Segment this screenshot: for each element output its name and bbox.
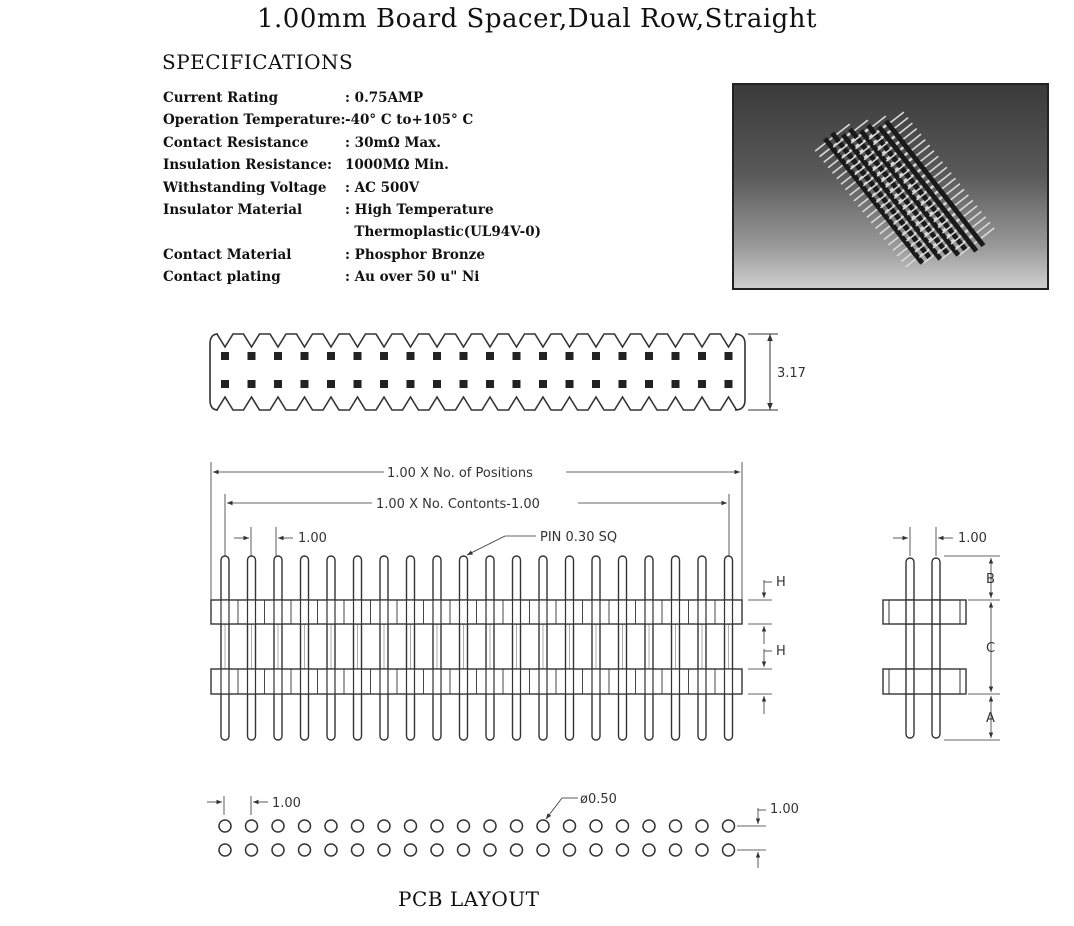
pin-in-body xyxy=(592,669,600,694)
contact-square xyxy=(539,352,547,360)
spec-value: : Phosphor Bronze xyxy=(345,246,485,263)
contact-square xyxy=(327,380,335,388)
pcb-hole xyxy=(299,844,311,856)
pin-in-body xyxy=(672,669,680,694)
contact-square xyxy=(619,352,627,360)
contact-square xyxy=(645,380,653,388)
pcb-layout-caption: PCB LAYOUT xyxy=(398,887,540,911)
contact-square xyxy=(619,380,627,388)
pin-in-body xyxy=(380,669,388,694)
pin-in-body xyxy=(248,600,256,624)
pin-in-body xyxy=(327,669,335,694)
contact-square xyxy=(407,380,415,388)
pcb-hole xyxy=(537,844,549,856)
pcb-hole xyxy=(219,844,231,856)
dim-pitch-label: 1.00 xyxy=(298,531,327,546)
pcb-hole xyxy=(299,820,311,832)
pcb-holes xyxy=(219,820,735,856)
spec-value: : High Temperature xyxy=(345,202,494,219)
contact-square xyxy=(460,352,468,360)
pcb-hole xyxy=(511,844,523,856)
pin-in-body xyxy=(301,600,309,624)
top-view-contacts xyxy=(221,352,733,388)
pin-in-body xyxy=(354,669,362,694)
spec-value: Thermoplastic(UL94V-0) xyxy=(345,224,542,241)
pin-in-body xyxy=(698,669,706,694)
pcb-hole xyxy=(246,844,258,856)
pin-in-body xyxy=(221,669,229,694)
side-view xyxy=(211,462,786,740)
end-view xyxy=(883,527,1000,740)
contact-square xyxy=(592,352,600,360)
pin-in-body xyxy=(433,669,441,694)
contact-square xyxy=(486,352,494,360)
pin-in-body xyxy=(619,600,627,624)
pin-in-body xyxy=(274,669,282,694)
pcb-hole xyxy=(670,844,682,856)
pcb-hole xyxy=(564,844,576,856)
contact-square xyxy=(460,380,468,388)
dim-contacts-label: 1.00 X No. Contonts-1.00 xyxy=(376,497,540,512)
pcb-hole xyxy=(696,820,708,832)
pcb-hole xyxy=(219,820,231,832)
contact-square xyxy=(221,380,229,388)
pcb-hole xyxy=(325,844,337,856)
spec-label: Current Rating xyxy=(163,90,279,106)
pin-in-body xyxy=(486,600,494,624)
pcb-hole xyxy=(378,820,390,832)
hole-note-label: ø0.50 xyxy=(580,792,617,807)
pin-in-body xyxy=(407,669,415,694)
dim-h-top-label: H xyxy=(776,575,786,590)
pcb-hole xyxy=(405,820,417,832)
pin-in-body xyxy=(566,669,574,694)
pin-in-body xyxy=(274,600,282,624)
contact-square xyxy=(566,352,574,360)
contact-square xyxy=(407,352,415,360)
pcb-hole xyxy=(272,820,284,832)
contact-square xyxy=(645,352,653,360)
spec-value: -40° C to+105° C xyxy=(345,112,474,129)
pcb-hole xyxy=(431,844,443,856)
spec-value: : 30mΩ Max. xyxy=(345,134,441,151)
contact-square xyxy=(354,352,362,360)
pcb-hole xyxy=(696,844,708,856)
pcb-hole xyxy=(352,844,364,856)
contact-square xyxy=(513,352,521,360)
pin-in-body xyxy=(698,600,706,624)
pcb-hole xyxy=(511,820,523,832)
pin-in-body xyxy=(725,669,733,694)
pin-in-body xyxy=(460,600,468,624)
pin-in-body xyxy=(539,600,547,624)
pcb-hole xyxy=(643,844,655,856)
spec-value: : Au over 50 u" Ni xyxy=(345,269,480,286)
pin-in-body xyxy=(513,669,521,694)
pcb-hole xyxy=(590,820,602,832)
pcb-hole xyxy=(670,820,682,832)
pcb-hole xyxy=(617,844,629,856)
spec-label: Insulator Material xyxy=(163,202,303,219)
pin-in-body xyxy=(539,669,547,694)
contact-square xyxy=(380,352,388,360)
pcb-hole xyxy=(458,844,470,856)
contact-square xyxy=(725,380,733,388)
contact-square xyxy=(539,380,547,388)
pcb-dim-row-label: 1.00 xyxy=(770,802,799,817)
contact-square xyxy=(566,380,574,388)
pcb-hole xyxy=(325,820,337,832)
pin-in-body xyxy=(645,669,653,694)
contact-square xyxy=(380,380,388,388)
pin-in-body xyxy=(460,669,468,694)
pcb-hole xyxy=(617,820,629,832)
pcb-dim-pitch-label: 1.00 xyxy=(272,796,301,811)
dim-b-label: B xyxy=(986,572,995,587)
contact-square xyxy=(354,380,362,388)
pin-in-body xyxy=(301,669,309,694)
pin-in-body xyxy=(248,669,256,694)
pcb-hole xyxy=(484,844,496,856)
contact-square xyxy=(327,352,335,360)
side-view-insulators xyxy=(211,600,742,694)
spec-value: : AC 500V xyxy=(345,179,420,196)
contact-square xyxy=(301,380,309,388)
spec-label: Contact Resistance xyxy=(163,134,309,151)
contact-square xyxy=(513,380,521,388)
top-view xyxy=(210,334,806,410)
pcb-hole xyxy=(272,844,284,856)
contact-square xyxy=(672,352,680,360)
pcb-hole xyxy=(352,820,364,832)
pin-in-body xyxy=(433,600,441,624)
pin-in-body xyxy=(327,600,335,624)
specifications-heading: SPECIFICATIONS xyxy=(162,50,354,74)
spec-label: Contact plating xyxy=(163,269,281,286)
spec-label: Withstanding Voltage xyxy=(163,179,327,196)
pin-in-body xyxy=(407,600,415,624)
pcb-hole xyxy=(590,844,602,856)
pin-in-body xyxy=(486,669,494,694)
pin-in-body xyxy=(513,600,521,624)
pcb-hole xyxy=(537,820,549,832)
pcb-hole xyxy=(378,844,390,856)
top-view-outline xyxy=(210,334,745,410)
pcb-hole xyxy=(246,820,258,832)
pin-in-body xyxy=(592,600,600,624)
pcb-hole xyxy=(458,820,470,832)
contact-square xyxy=(274,380,282,388)
contact-square xyxy=(698,352,706,360)
pcb-hole xyxy=(723,820,735,832)
contact-square xyxy=(433,352,441,360)
dim-a-label: A xyxy=(986,711,995,726)
contact-square xyxy=(486,380,494,388)
contact-square xyxy=(698,380,706,388)
spec-value: : 0.75AMP xyxy=(345,90,424,106)
pin-in-body xyxy=(566,600,574,624)
pin-in-body xyxy=(221,600,229,624)
pin-in-body xyxy=(354,600,362,624)
pcb-layout xyxy=(207,792,799,868)
spec-label: Contact Material xyxy=(163,246,292,263)
spec-label: Insulation Resistance: xyxy=(163,157,333,174)
dim-h-bottom-label: H xyxy=(776,644,786,659)
side-view-pins xyxy=(221,556,733,740)
spec-label: Operation Temperature: xyxy=(163,112,346,129)
contact-square xyxy=(301,352,309,360)
contact-square xyxy=(248,380,256,388)
contact-square xyxy=(592,380,600,388)
pcb-hole xyxy=(405,844,417,856)
pcb-hole xyxy=(484,820,496,832)
pcb-hole xyxy=(431,820,443,832)
pcb-hole xyxy=(643,820,655,832)
pin-in-body xyxy=(672,600,680,624)
dim-positions-label: 1.00 X No. of Positions xyxy=(387,466,533,481)
dim-c-label: C xyxy=(986,641,996,656)
contact-square xyxy=(274,352,282,360)
end-dim-pitch-label: 1.00 xyxy=(958,531,987,546)
contact-square xyxy=(725,352,733,360)
contact-square xyxy=(433,380,441,388)
dim-height-label: 3.17 xyxy=(777,366,806,381)
contact-square xyxy=(672,380,680,388)
pcb-hole xyxy=(723,844,735,856)
page-title: 1.00mm Board Spacer,Dual Row,Straight xyxy=(257,4,817,34)
pcb-hole xyxy=(564,820,576,832)
contact-square xyxy=(248,352,256,360)
spec-value: 1000MΩ Min. xyxy=(345,157,449,174)
pin-in-body xyxy=(380,600,388,624)
pin-in-body xyxy=(725,600,733,624)
pin-note-label: PIN 0.30 SQ xyxy=(540,530,618,545)
pin-in-body xyxy=(619,669,627,694)
pin-in-body xyxy=(645,600,653,624)
contact-square xyxy=(221,352,229,360)
